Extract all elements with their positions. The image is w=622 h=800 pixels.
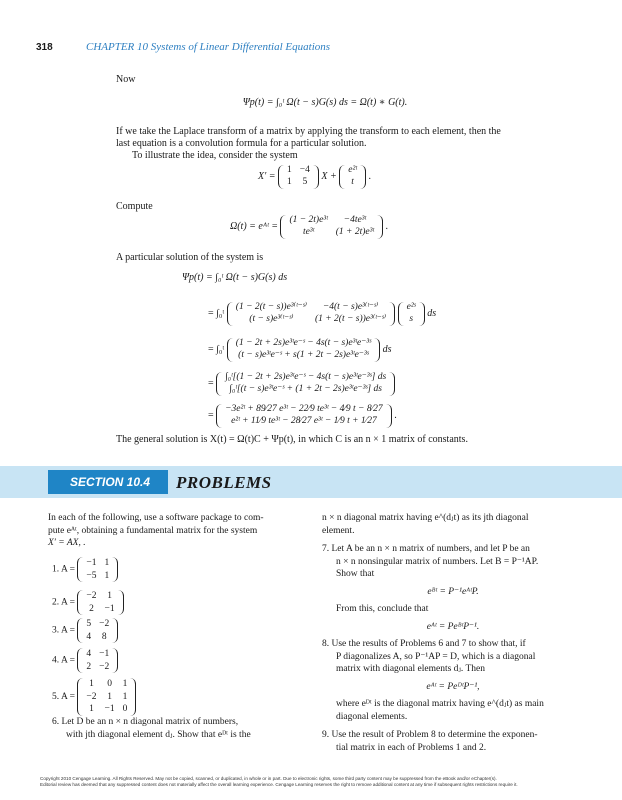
- equation-4-line-2: = ∫₀ᵗ (1 − 2(t − s))e³⁽ᵗ⁻ˢ⁾ −4(t − s)e³⁽ᵗ⁻ˢ⁾ (t − s)e³⁽ᵗ⁻ˢ⁾ (1 + 2(t − s))e³⁽ᵗ⁻ˢ⁾ e²ˢ s ds: [208, 302, 437, 324]
- problem-4: 4. A = 4 −1 2 −2: [52, 648, 118, 673]
- equation-2: X′ = 1 −4 1 5 X + e²ᵗ t .: [258, 165, 371, 187]
- section-label: SECTION 10.4: [70, 475, 151, 489]
- problem-6: 6. Let D be an n × n diagonal matrix of numbers, with jth diagonal element dⱼ. Show that eᴰᵗ is the: [52, 717, 251, 740]
- intro-line: X′ = AX, .: [48, 538, 86, 549]
- problems-right-column: n × n diagonal matrix having e^(dⱼt) as its jth diagonal element. 7. Let A be an n × n matrix of numbers, and let P be an n × n nonsingular matrix of numbers. Let B = P⁻¹AP. Show that eᴮᵗ = P⁻¹eᴬᵗP. From this, conclude that eᴬᵗ = PeᴮᵗP⁻¹. 8. Use the results of Problems 6 and 7 to show that, if P diagonalizes A, so P⁻¹AP = D, which is a diagonal matrix with diagonal elements dⱼ. Then eᴬᵗ = PeᴰᵗP⁻¹, where eᴰᵗ is the diagonal matrix having e^(dⱼt) as main diagonal elements. 9. Use the result of Problem 8 to determine the exponen- tial matrix in each of Problems 1 and 2.: [322, 513, 544, 753]
- equation-4-line-1: Ψp(t) = ∫₀ᵗ Ω(t − s)G(s) ds: [182, 272, 288, 283]
- problem-2: 2. A = −2 1 2 −1: [52, 590, 124, 615]
- paragraph-line: If we take the Laplace transform of a matrix by applying the transform to each element, then the: [116, 126, 501, 137]
- eq2-vector: e²ᵗ t: [339, 165, 366, 189]
- paragraph-line: To illustrate the idea, consider the system: [132, 150, 298, 161]
- intro-line: In each of the following, use a software package to com-: [48, 513, 264, 523]
- equation-4-line-4: = ∫₀ᵗ[(1 − 2t + 2s)e³ᵗe⁻ˢ − 4s(t − s)e³ᵗe⁻³ˢ] ds ∫₀ᵗ[(t − s)e³ᵗe⁻ˢ + (1 + 2t − 2s)e³ᵗe⁻³ˢ] ds: [208, 372, 395, 396]
- equation-1: Ψp(t) = ∫₀ᵗ Ω(t − s)G(s) ds = Ω(t) ∗ G(t).: [242, 97, 408, 108]
- intro-line: pute eᴬᵗ, obtaining a fundamental matrix for the system: [48, 525, 258, 536]
- problems-left-column: [48, 512, 303, 550]
- text-particular: A particular solution of the system is: [116, 252, 264, 263]
- text-compute: Compute: [116, 201, 153, 212]
- eq2-lhs: X′ =: [258, 171, 276, 183]
- page-number: 318: [36, 42, 53, 53]
- problem-3: 3. A = 5 −2 4 8: [52, 618, 118, 643]
- eq2-matrix: 1 −4 1 5: [278, 165, 319, 189]
- text-general-solution: The general solution is X(t) = Ω(t)C + Ψp(t), in which C is an n × 1 matrix of constants.: [116, 434, 468, 445]
- equation-3: Ω(t) = eᴬᵗ = (1 − 2t)e³ᵗ −4te³ᵗ te³ᵗ (1 + 2t)e³ᵗ .: [230, 215, 389, 237]
- paragraph-line: last equation is a convolution formula for a particular solution.: [116, 138, 367, 149]
- equation-4-line-5: = −3e²ᵗ + 89⁄27 e³ᵗ − 22⁄9 te³ᵗ − 4⁄9 t − 8⁄27 e²ᵗ + 11⁄9 te³ᵗ − 28⁄27 e³ᵗ − 1⁄9 t + 1⁄27 .: [208, 404, 397, 426]
- problem-5: 5. A = 1 0 1 −2 1 1 1 −1 0: [52, 678, 136, 716]
- chapter-title: CHAPTER 10 Systems of Linear Differential Equations: [86, 41, 331, 53]
- equation-4-line-3: = ∫₀ᵗ (1 − 2t + 2s)e³ᵗe⁻ˢ − 4s(t − s)e³ᵗe⁻³ˢ (t − s)e³ᵗe⁻ˢ + s(1 + 2t − 2s)e³ᵗe⁻³ˢ ds: [208, 338, 392, 360]
- section-title: PROBLEMS: [176, 473, 272, 492]
- text-now: Now: [116, 74, 136, 85]
- problem-1: 1. A = −1 1 −5 1: [52, 557, 118, 582]
- eq2-mid: X +: [321, 171, 337, 183]
- copyright-footer: Copyright 2010 Cengage Learning. All Rights Reserved. May not be copied, scanned, or duplicated, in whole or in part. Due to electronic rights, some third party content may be suppressed from the eBook and/or eChapter(s). Editorial review has deemed that any suppressed content does not materially affect the overall learning experience. Cengage Learning reserves the right to remove additional content at any time if subsequent rights restrictions require it.: [40, 776, 518, 788]
